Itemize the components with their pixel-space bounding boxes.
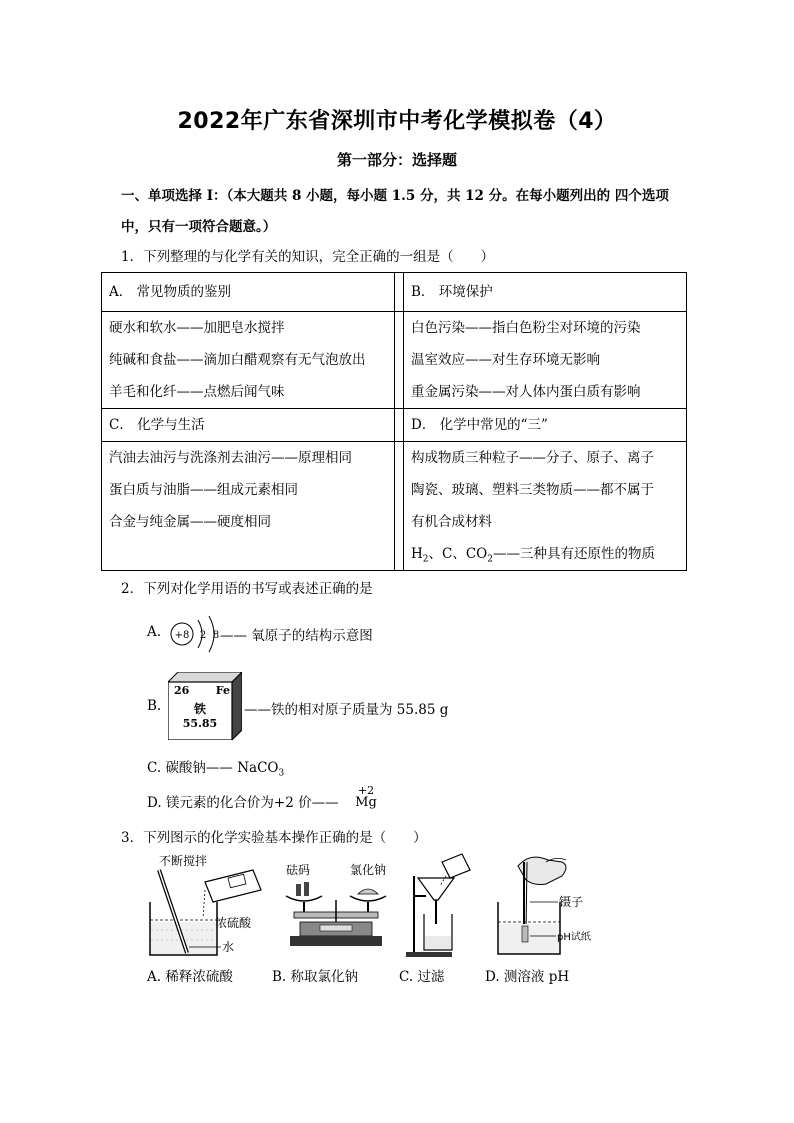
option-2c: C. 碳酸钠—— NaCO$_3$ <box>147 760 285 779</box>
option-a-body <box>102 312 395 409</box>
option-c-body <box>102 442 395 571</box>
weights-label: 砝码 <box>286 863 311 877</box>
nucleus-charge: +8 <box>174 630 190 641</box>
tweezers-label: 镊子 <box>559 895 584 909</box>
element-name: 铁 <box>193 702 206 716</box>
atomic-number: 26 <box>174 684 190 697</box>
option-c-head: C． 化学与生活 <box>102 409 395 442</box>
question-3-stem: 3．下列图示的化学实验基本操作正确的是（ ） <box>121 830 427 846</box>
balance-diagram <box>280 860 394 952</box>
option-3a: A. 稀释浓硫酸 <box>147 969 233 985</box>
option-b-body <box>404 312 687 409</box>
option-2a-text: —— 氧原子的结构示意图 <box>220 628 373 644</box>
section-instruction-line2: 中，只有一项符合题意。） <box>121 219 277 235</box>
element-cube <box>168 672 242 740</box>
option-3c: C. 过滤 <box>399 969 445 985</box>
option-2d: D. 镁元素的化合价为+2 价—— <box>147 795 339 811</box>
shell-2-electrons: 8 <box>212 630 220 641</box>
question-1-stem: 1．下列整理的与化学有关的知识，完全正确的一组是（ ） <box>121 249 495 265</box>
option-d-head: D． 化学中常见的“三” <box>404 409 687 442</box>
option-c-line: 合金与纯金属——硬度相同 <box>109 514 271 530</box>
option-d-line: 构成物质三种粒子——分子、原子、离子 <box>411 450 654 466</box>
option-d-line-formula: $H_2$、C、$CO_2——$三种具有还原性的物质 <box>411 546 655 565</box>
ph-paper-label: pH试纸 <box>557 932 591 943</box>
valence-notation: +2 Mg <box>355 784 377 810</box>
option-3b: B. 称取氯化钠 <box>272 969 359 985</box>
option-3d: D. 测溶液 pH <box>485 969 570 985</box>
option-d-body <box>404 442 687 571</box>
option-b-head: B． 环境保护 <box>404 273 687 312</box>
filtration-diagram <box>404 852 476 960</box>
acid-label: 浓硫酸 <box>215 916 252 930</box>
section-instruction-line1: 一、单项选择 I：（本大题共 8 小题，每小题 1.5 分，共 12 分。在每小题列出的 四个选项 <box>121 188 669 204</box>
option-2b-label: B. <box>147 698 162 714</box>
option-a-line: 硬水和软水——加肥皂水搅拌 <box>109 320 285 336</box>
ph-test-diagram <box>490 852 606 962</box>
option-c-line: 蛋白质与油脂——组成元素相同 <box>109 482 298 498</box>
option-d-line: 陶瓷、玻璃、塑料三类物质——都不属于 <box>411 482 654 498</box>
option-d-line: 有机合成材料 <box>411 514 492 530</box>
option-c-line: 汽油去油污与洗涤剂去油污——原理相同 <box>109 450 352 466</box>
page-title: 2022年广东省深圳市中考化学模拟卷（4） <box>177 109 617 134</box>
option-b-line: 重金属污染——对人体内蛋白质有影响 <box>411 384 641 400</box>
shell-1-electrons: 2 <box>199 630 207 641</box>
dilute-acid-diagram <box>145 852 270 962</box>
option-b-line: 白色污染——指白色粉尘对环境的污染 <box>411 320 641 336</box>
element-symbol: Fe <box>215 684 230 697</box>
option-2a-label: A. <box>147 624 162 640</box>
option-a-line: 纯碱和食盐——滴加白醋观察有无气泡放出 <box>109 352 366 368</box>
option-a-line: 羊毛和化纤——点燃后闻气味 <box>109 384 285 400</box>
option-b-line: 温室效应——对生存环境无影响 <box>411 352 600 368</box>
option-2b-text: ——铁的相对原子质量为 55.85 g <box>244 702 449 718</box>
part-heading: 第一部分：选择题 <box>336 151 457 169</box>
option-a-head: A． 常见物质的鉴别 <box>102 273 395 312</box>
water-label: 水 <box>222 940 235 954</box>
question-2-stem: 2．下列对化学用语的书写或表述正确的是 <box>121 581 373 597</box>
nacl-label: 氯化钠 <box>350 863 387 877</box>
question-1-table <box>101 272 687 571</box>
stir-label: 不断搅拌 <box>159 854 208 868</box>
atomic-mass: 55.85 <box>182 717 218 730</box>
